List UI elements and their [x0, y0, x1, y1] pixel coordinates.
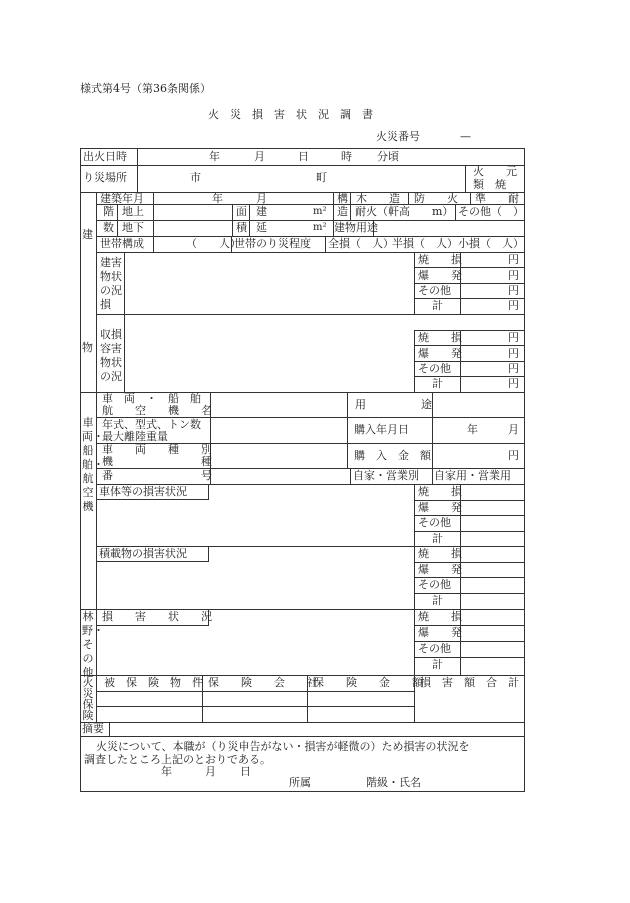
label-floors: 階: [103, 205, 114, 218]
label-other-1: その他: [418, 284, 451, 297]
label-area-2: 積: [236, 221, 247, 234]
option-fireproof: 防 火: [414, 192, 458, 205]
label-building-area: 建: [256, 205, 267, 218]
text-fire-origin: 火 元: [473, 165, 517, 178]
label-location: り災場所: [83, 171, 127, 184]
label-body-damage: 車体等の損害状況: [99, 485, 187, 498]
label-household-damage: 世帯のり災程度: [234, 237, 311, 250]
label-damage-total: 損 害 額 合 計: [420, 676, 519, 689]
text-purchase-year: 年: [467, 423, 478, 436]
unit-yen-3: 円: [508, 284, 519, 297]
label-floors-2: 数: [103, 221, 114, 234]
text-year: 年: [209, 150, 220, 163]
text-month: 月: [254, 150, 265, 163]
footer-year: 年: [161, 765, 172, 778]
unit-price-yen: 円: [508, 449, 519, 462]
option-semi: 準 耐: [475, 192, 519, 205]
label-total-area: 延: [256, 221, 267, 234]
side-building-1: 建: [82, 228, 93, 241]
label-blast-4: 爆 発: [418, 563, 462, 576]
form-number: 様式第4号（第36条関係）: [80, 82, 211, 95]
label-burn-1: 焼 損: [418, 253, 462, 266]
label-summary: 摘要: [82, 722, 104, 735]
page-title: 火 災 損 害 状 況 調 書: [208, 108, 373, 121]
text-spread: 類 焼: [473, 178, 506, 191]
label-insurance-amount: 保 険 金 額: [313, 676, 423, 689]
footer-rank-name: 階級・氏名: [366, 776, 421, 789]
label-other-2: その他: [418, 362, 451, 375]
footer-month: 月: [205, 765, 216, 778]
label-model: 年式、型式、トン数: [102, 418, 201, 431]
label-aircraft-name: 航 空 機 名: [102, 404, 212, 417]
footer-line-2: 調査したところ上記のとおりである。: [84, 753, 271, 766]
side-building-2: 物: [82, 341, 93, 354]
unit-yen-8: 円: [508, 377, 519, 390]
unit-m2-2: m²: [313, 222, 327, 233]
label-blast-3: 爆 発: [418, 501, 462, 514]
text-ownership-options: 自家用・営業用: [434, 469, 511, 482]
unit-yen-4: 円: [508, 299, 519, 312]
label-other-4: その他: [418, 578, 451, 591]
text-town: 町: [316, 171, 327, 184]
label-contents-damage: 収損容害物状の況: [100, 328, 122, 383]
label-below-ground: 地下: [122, 221, 144, 234]
label-forest-damage: 損 害 状 況: [102, 610, 212, 623]
option-other: その他（ ）: [458, 205, 524, 218]
unit-yen-7: 円: [508, 362, 519, 375]
unit-yen-1: 円: [508, 253, 519, 266]
text-persons: （ 人）: [186, 237, 241, 250]
fire-number-label: 火災番号: [376, 130, 420, 143]
label-zo: 造: [337, 205, 348, 218]
option-fire-resistant: 耐火（軒高 m）: [355, 205, 454, 218]
label-area: 面: [236, 205, 247, 218]
side-insurance: 火災保険: [82, 676, 94, 722]
footer-department: 所属: [289, 776, 311, 789]
label-reg-number: 番 号: [102, 469, 212, 482]
label-kind: 機 種: [102, 455, 212, 468]
unit-yen-5: 円: [508, 331, 519, 344]
label-built: 建築年月: [100, 192, 144, 205]
footer-day: 日: [240, 765, 251, 778]
label-total-5: 計: [432, 658, 443, 671]
unit-yen-6: 円: [508, 347, 519, 360]
label-insured-property: 被 保 険 物 件: [104, 676, 203, 689]
label-above-ground: 地上: [122, 205, 144, 218]
text-city: 市: [190, 171, 201, 184]
text-day: 日: [298, 150, 309, 163]
option-small-loss: 小損（ 人）: [458, 237, 524, 250]
label-burn-4: 焼 損: [418, 547, 462, 560]
label-vehicle-type: 車 両 種 別: [102, 443, 212, 456]
label-cargo-damage: 積載物の損害状況: [99, 547, 187, 560]
text-built-year: 年: [212, 192, 223, 205]
option-wood: 木 造: [356, 192, 400, 205]
text-purchase-month: 月: [508, 423, 519, 436]
label-ownership: 自家・営業別: [353, 469, 419, 482]
label-blast-5: 爆 発: [418, 626, 462, 639]
label-insurance-company: 保 険 会 社: [208, 676, 318, 689]
side-vehicle: 車両・船舶・航空機: [82, 416, 104, 513]
label-max-weight: 最大離陸重量: [102, 430, 168, 443]
footer-line-1: 火災について、本職が（り災申告がない・損害が軽微の）ため損害の状況を: [96, 740, 470, 753]
label-blast-1: 爆 発: [418, 269, 462, 282]
option-full-loss: 全損（ 人）: [328, 237, 394, 250]
label-burn-5: 焼 損: [418, 610, 462, 623]
label-structure: 構: [337, 192, 348, 205]
option-half-loss: 半損（ 人）: [392, 237, 458, 250]
label-building-use: 建物用途: [334, 221, 378, 234]
label-price: 購 入 金 額: [354, 449, 431, 462]
label-total-3: 計: [432, 532, 443, 545]
label-household: 世帯構成: [100, 237, 144, 250]
label-total-2: 計: [432, 377, 443, 390]
label-vehicle-vessel: 車 両 ・ 船 舶: [102, 392, 201, 405]
label-other-5: その他: [418, 642, 451, 655]
label-fire-datetime: 出火日時: [83, 150, 127, 163]
label-burn-3: 焼 損: [418, 485, 462, 498]
label-total-4: 計: [432, 594, 443, 607]
text-built-month: 月: [256, 192, 267, 205]
text-minute: 分頃: [377, 150, 399, 163]
unit-yen-2: 円: [508, 269, 519, 282]
label-building-damage: 建害物状の況損: [100, 256, 122, 311]
unit-m2-1: m²: [313, 206, 327, 217]
label-total-1: 計: [432, 299, 443, 312]
label-purchase-date: 購入年月日: [354, 423, 409, 436]
label-burn-2: 焼 損: [418, 331, 462, 344]
label-blast-2: 爆 発: [418, 347, 462, 360]
text-hour: 時: [341, 150, 352, 163]
label-use: 用 途: [355, 398, 432, 411]
label-other-3: その他: [418, 516, 451, 529]
fire-number-dash: —: [460, 130, 471, 143]
side-forest: 林野・その他: [82, 610, 104, 679]
